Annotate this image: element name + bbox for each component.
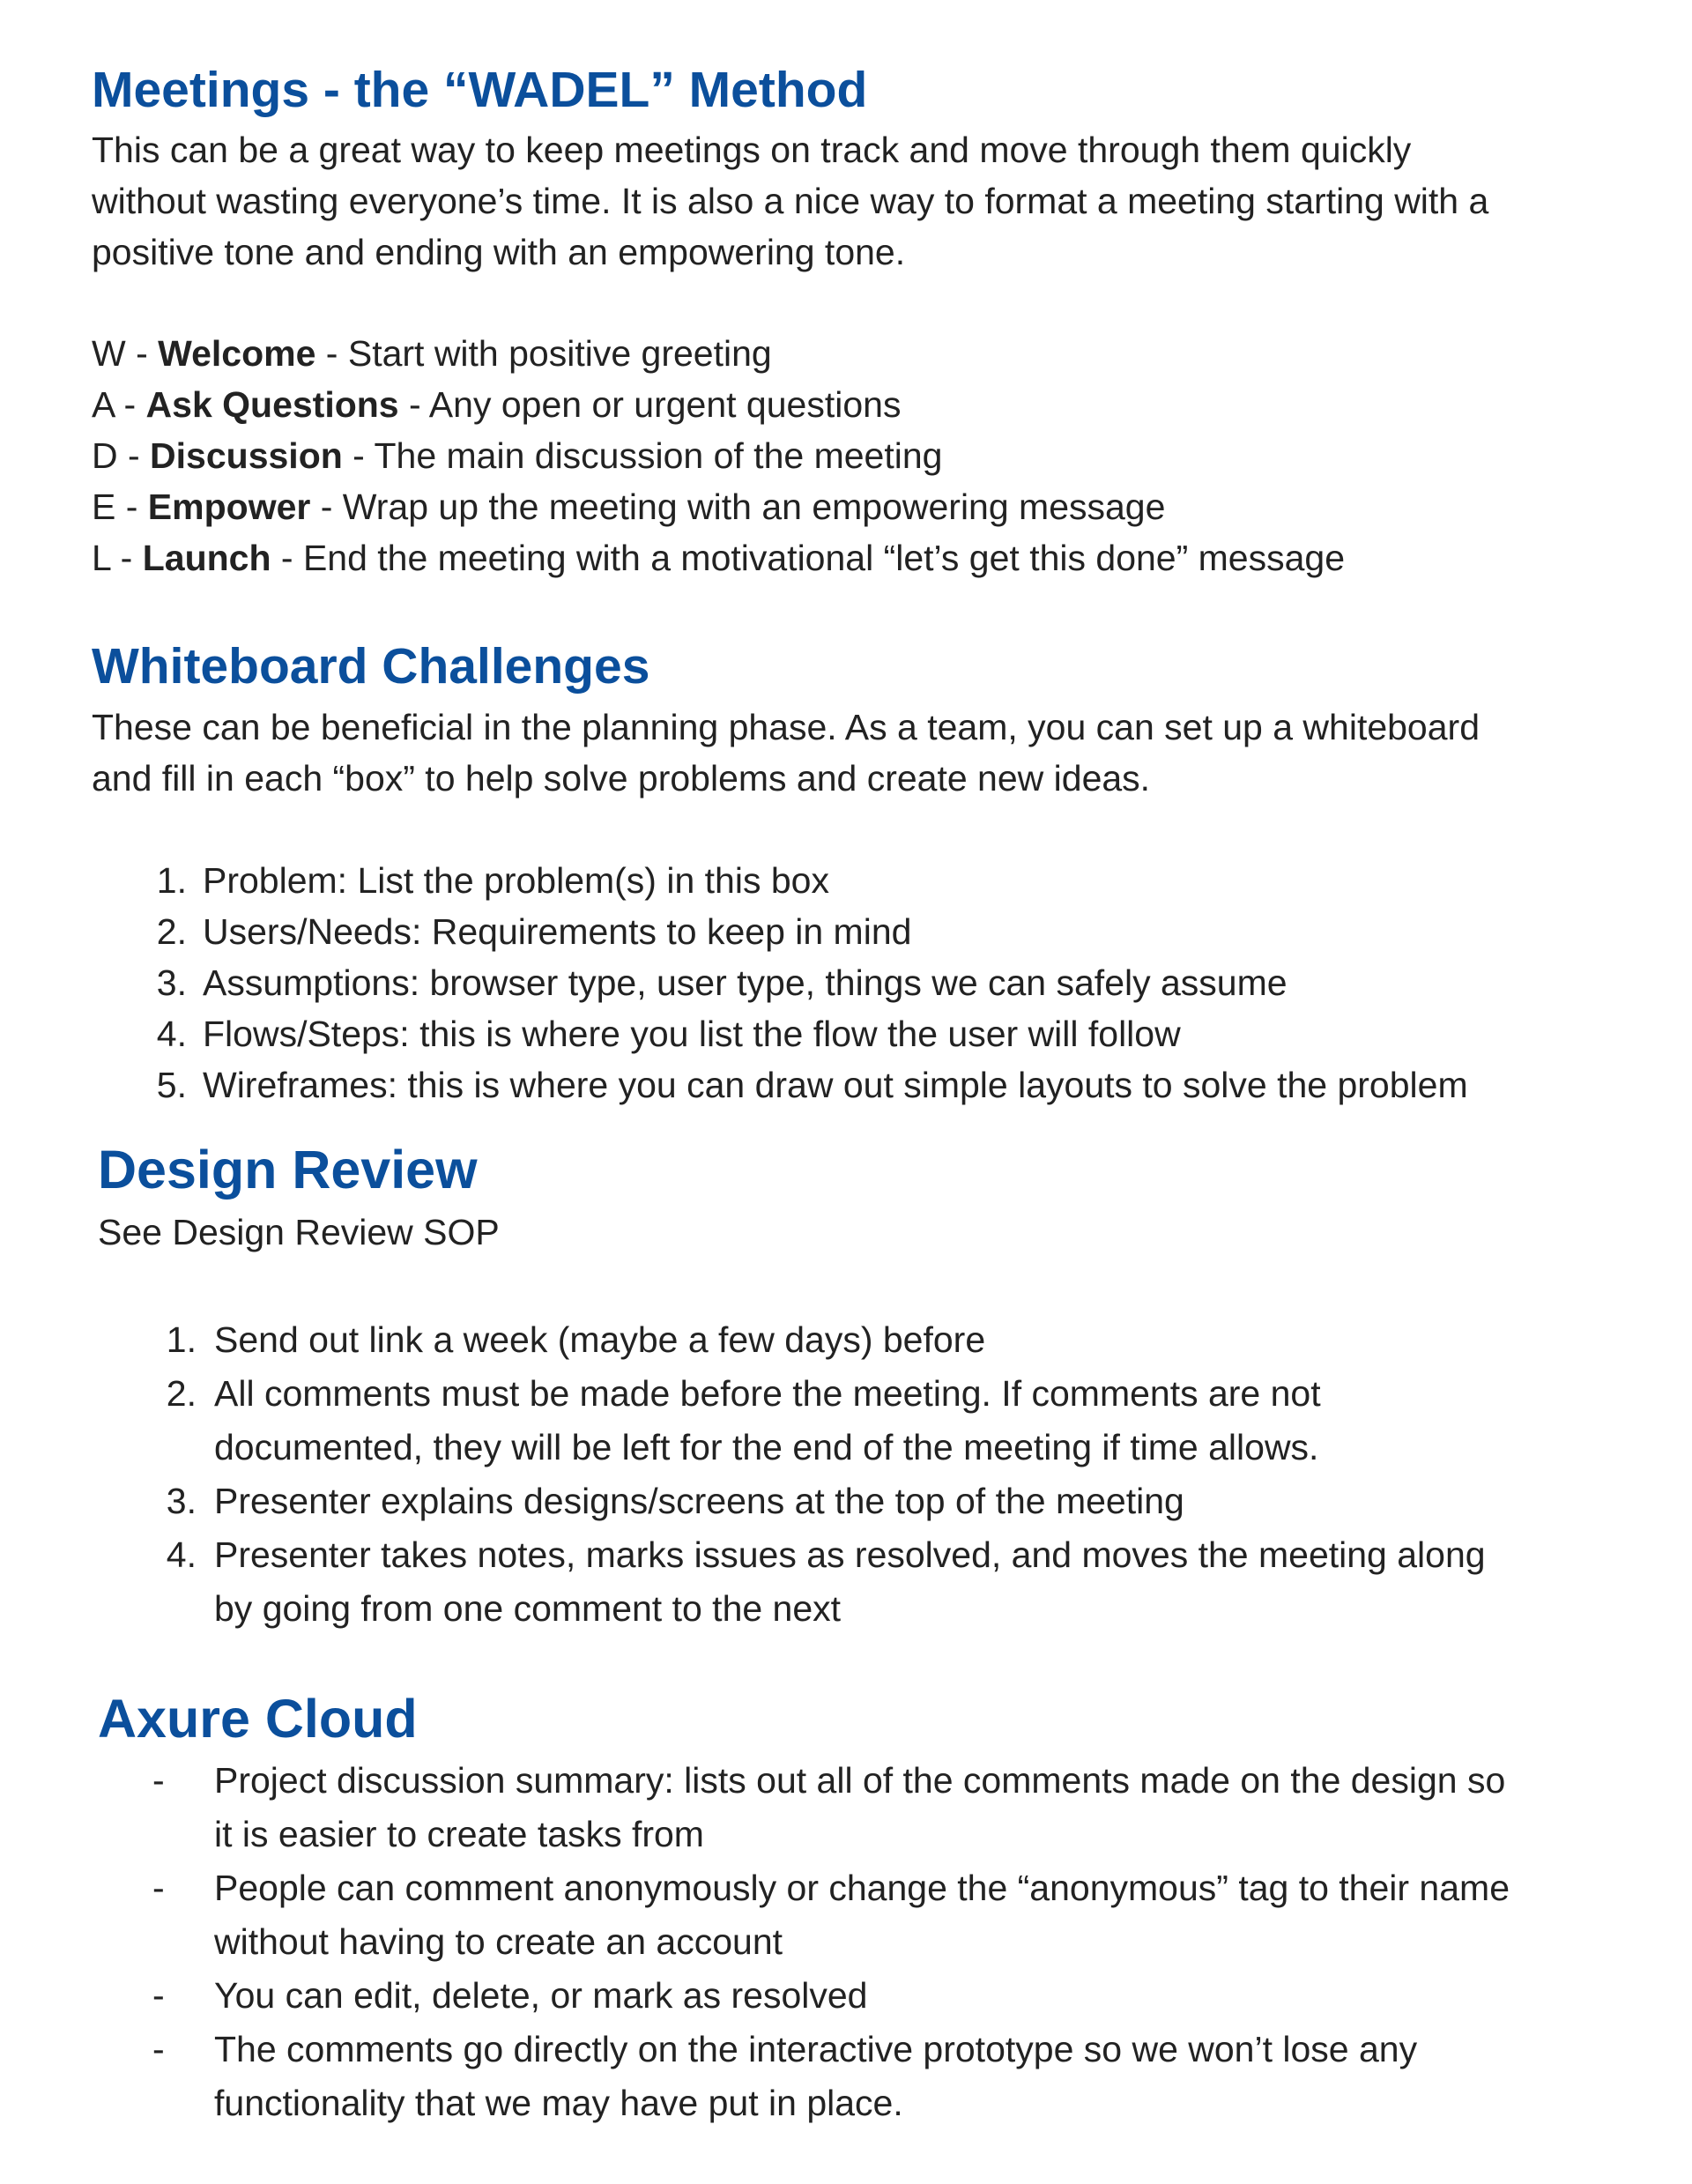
list-item	[156, 1059, 1468, 1111]
whiteboard-intro	[92, 702, 1480, 804]
design-review-steps-list	[166, 1313, 1486, 1636]
list-bullet: -	[152, 2029, 165, 2069]
wadel-heading: Meetings - the “WADEL” Method	[92, 62, 868, 118]
wadel-item-welcome	[92, 328, 1345, 379]
wadel-description: - Wrap up the meeting with an empowering message	[310, 487, 1166, 527]
list-item-text: Presenter explains designs/screens at the top of the meeting	[214, 1481, 1184, 1521]
list-number: 4.	[166, 1534, 197, 1575]
list-item-text: All comments must be made before the meeting. If comments are not	[214, 1373, 1321, 1414]
wadel-item-ask-questions	[92, 379, 1345, 430]
wadel-list	[92, 328, 1345, 583]
list-item	[166, 1367, 1486, 1475]
list-item	[156, 906, 1468, 957]
whiteboard-intro-line: These can be beneficial in the planning phase. As a team, you can set up a whiteboard	[92, 707, 1480, 747]
whiteboard-heading: Whiteboard Challenges	[92, 638, 650, 695]
list-item	[152, 1969, 1510, 2023]
wadel-description: - End the meeting with a motivational “let’s get this done” message	[271, 538, 1346, 578]
wadel-letter: D	[92, 435, 118, 476]
wadel-term: Ask Questions	[145, 384, 399, 425]
list-item-text: Send out link a week (maybe a few days) before	[214, 1319, 986, 1360]
list-number: 5.	[156, 1065, 187, 1105]
list-number: 2.	[166, 1373, 197, 1414]
wadel-term: Empower	[147, 487, 311, 527]
wadel-letter: W	[92, 333, 126, 374]
list-number: 3.	[156, 962, 187, 1003]
wadel-intro-line: This can be a great way to keep meetings on track and move through them quickly	[92, 130, 1412, 170]
design-review-subtitle	[98, 1206, 500, 1259]
wadel-item-discussion	[92, 430, 1345, 481]
list-bullet: -	[152, 1760, 165, 1801]
wadel-term: Launch	[142, 538, 271, 578]
list-number: 3.	[166, 1481, 197, 1521]
wadel-letter: E	[92, 487, 116, 527]
design-review-heading: Design Review	[98, 1140, 478, 1200]
list-item	[166, 1313, 1486, 1367]
wadel-letter: A	[92, 384, 115, 425]
wadel-separator: -	[110, 538, 143, 578]
list-item-text: Flows/Steps: this is where you list the flow the user will follow	[203, 1014, 1181, 1054]
list-item-text: it is easier to create tasks from	[214, 1814, 704, 1854]
list-number: 1.	[166, 1319, 197, 1360]
wadel-separator: -	[117, 435, 151, 476]
list-item	[152, 2023, 1510, 2130]
list-number: 2.	[156, 911, 187, 952]
design-review-subtitle-text: See Design Review SOP	[98, 1212, 500, 1252]
wadel-item-empower	[92, 481, 1345, 532]
list-item-text: without having to create an account	[214, 1921, 783, 1962]
list-item	[152, 1754, 1510, 1861]
list-item-text: Wireframes: this is where you can draw out simple layouts to solve the problem	[203, 1065, 1468, 1105]
wadel-intro-line: positive tone and ending with an empowering tone.	[92, 232, 906, 272]
list-item-text: Presenter takes notes, marks issues as resolved, and moves the meeting along	[214, 1534, 1486, 1575]
wadel-letter: L	[92, 538, 111, 578]
wadel-separator: -	[115, 487, 148, 527]
whiteboard-steps-list	[156, 855, 1468, 1111]
list-item-text: Users/Needs: Requirements to keep in mind	[203, 911, 912, 952]
list-item-text: The comments go directly on the interactive prototype so we won’t lose any	[214, 2029, 1418, 2069]
wadel-item-launch	[92, 532, 1345, 583]
list-item	[152, 1861, 1510, 1969]
list-item	[156, 1008, 1468, 1059]
list-number: 1.	[156, 860, 187, 901]
list-number: 4.	[156, 1014, 187, 1054]
wadel-term: Discussion	[150, 435, 343, 476]
list-item-text: You can edit, delete, or mark as resolved	[214, 1975, 868, 2016]
list-bullet: -	[152, 1868, 165, 1908]
wadel-description: - The main discussion of the meeting	[342, 435, 943, 476]
list-item-text: functionality that we may have put in place.	[214, 2083, 903, 2123]
list-item	[166, 1475, 1486, 1528]
wadel-intro	[92, 124, 1488, 278]
list-item	[166, 1528, 1486, 1636]
list-item-text: Project discussion summary: lists out all of the comments made on the design so	[214, 1760, 1506, 1801]
whiteboard-intro-line: and fill in each “box” to help solve problems and create new ideas.	[92, 758, 1151, 799]
list-item-text: by going from one comment to the next	[214, 1588, 842, 1629]
axure-cloud-list	[152, 1754, 1510, 2130]
list-item-text: People can comment anonymously or change the “anonymous” tag to their name	[214, 1868, 1510, 1908]
list-item	[156, 957, 1468, 1008]
list-item	[156, 855, 1468, 906]
axure-cloud-heading: Axure Cloud	[98, 1689, 418, 1749]
list-bullet: -	[152, 1975, 165, 2016]
wadel-separator: -	[114, 384, 146, 425]
list-item-text: documented, they will be left for the end of the meeting if time allows.	[214, 1427, 1319, 1467]
wadel-description: - Any open or urgent questions	[398, 384, 902, 425]
wadel-term: Welcome	[158, 333, 316, 374]
wadel-description: - Start with positive greeting	[315, 333, 772, 374]
list-item-text: Assumptions: browser type, user type, things we can safely assume	[203, 962, 1288, 1003]
wadel-intro-line: without wasting everyone’s time. It is also a nice way to format a meeting starting with a	[92, 181, 1489, 221]
list-item-text: Problem: List the problem(s) in this box	[203, 860, 829, 901]
wadel-separator: -	[125, 333, 159, 374]
